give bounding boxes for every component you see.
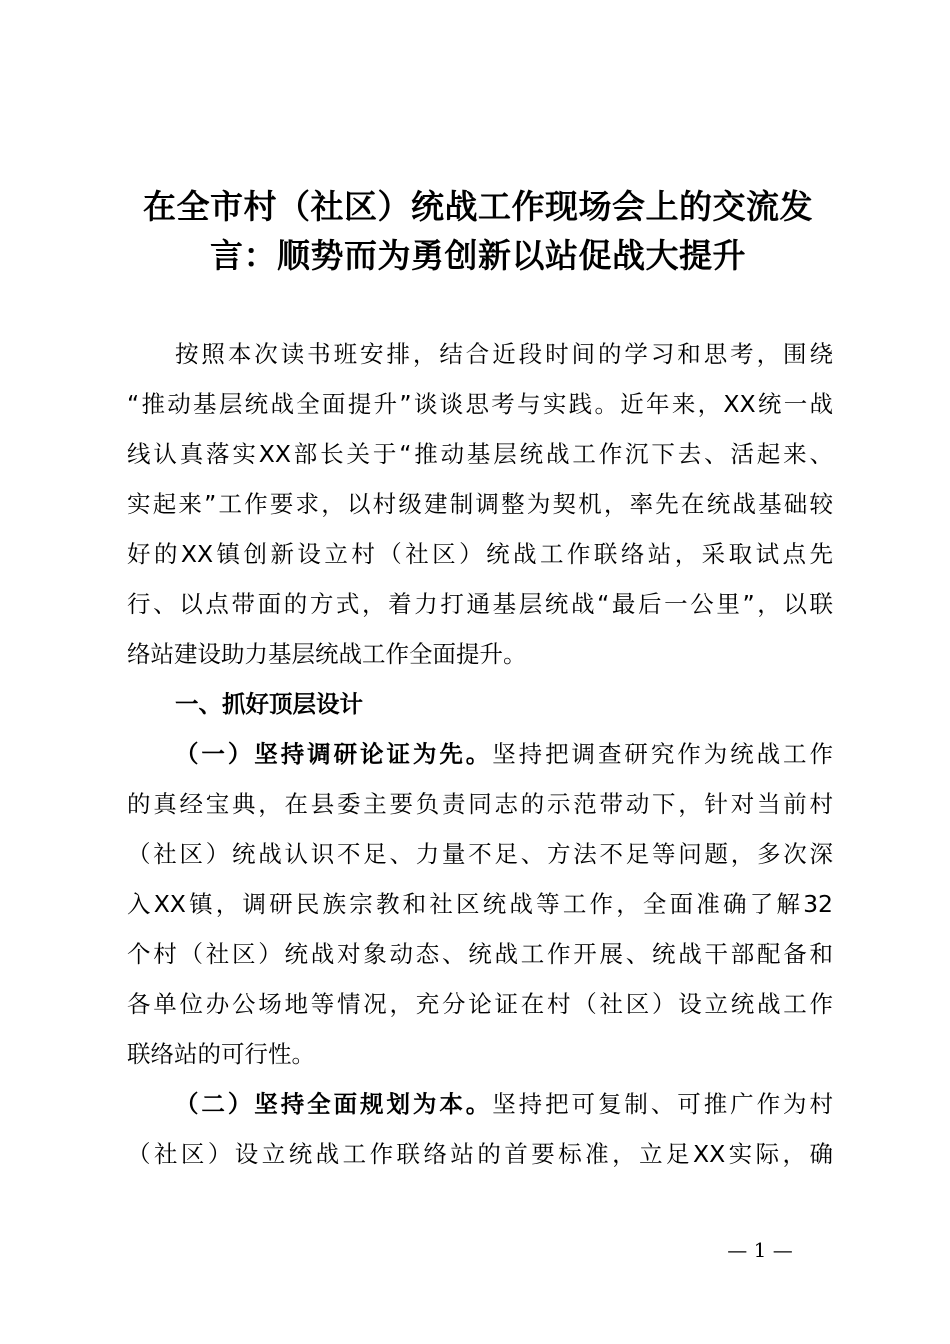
paragraph-line: “推动基层统战全面提升”谈谈思考与实践。近年来，XX统一战: [127, 390, 833, 418]
title-line-1: 在全市村（社区）统战工作现场会上的交流发: [143, 187, 813, 226]
paragraph-line: 联络站的可行性。: [127, 1040, 315, 1068]
paragraph-line: 的真经宝典，在县委主要负责同志的示范带动下，针对当前村: [127, 790, 833, 818]
paragraph-line: 好的XX镇创新设立村（社区）统战工作联络站，采取试点先: [127, 540, 833, 568]
page-number: — 1 —: [727, 1238, 793, 1262]
paragraph-line: 络站建设助力基层统战工作全面提升。: [127, 640, 527, 668]
title-line-2: 言：顺势而为勇创新以站促战大提升: [210, 236, 746, 275]
document-title: [120, 182, 836, 280]
document-body: [127, 329, 833, 1179]
paragraph-line: 线认真落实XX部长关于“推动基层统战工作沉下去、活起来、: [127, 440, 833, 468]
subsection-heading: （一）坚持调研论证为先。: [175, 740, 493, 768]
paragraph-line: 实起来”工作要求，以村级建制调整为契机，率先在统战基础较: [127, 490, 833, 518]
lead-text: 坚持把可复制、可推广作为村: [492, 1090, 833, 1118]
paragraph-line: 按照本次读书班安排，结合近段时间的学习和思考，围绕: [175, 340, 833, 368]
intro-paragraph: [127, 329, 833, 679]
paragraph-line: 个村（社区）统战对象动态、统战工作开展、统战干部配备和: [127, 940, 833, 968]
paragraph-lead-line: [127, 1079, 833, 1129]
paragraph-line: （社区）统战认识不足、力量不足、方法不足等问题，多次深: [127, 840, 833, 868]
subsection-1-paragraph: [127, 729, 833, 1079]
section-heading: 一、抓好顶层设计: [175, 690, 363, 718]
subsection-heading: （二）坚持全面规划为本。: [175, 1090, 493, 1118]
paragraph-line: （社区）设立统战工作联络站的首要标准，立足XX实际，确: [127, 1140, 833, 1168]
paragraph-line: 入XX镇，调研民族宗教和社区统战等工作，全面准确了解32: [127, 890, 833, 918]
lead-text: 坚持把调查研究作为统战工作: [492, 740, 833, 768]
subsection-2-paragraph: [127, 1079, 833, 1179]
paragraph-line: 各单位办公场地等情况，充分论证在村（社区）设立统战工作: [127, 990, 833, 1018]
paragraph-lead-line: [127, 729, 833, 779]
paragraph-line: 行、以点带面的方式，着力打通基层统战“最后一公里”，以联: [127, 590, 833, 618]
